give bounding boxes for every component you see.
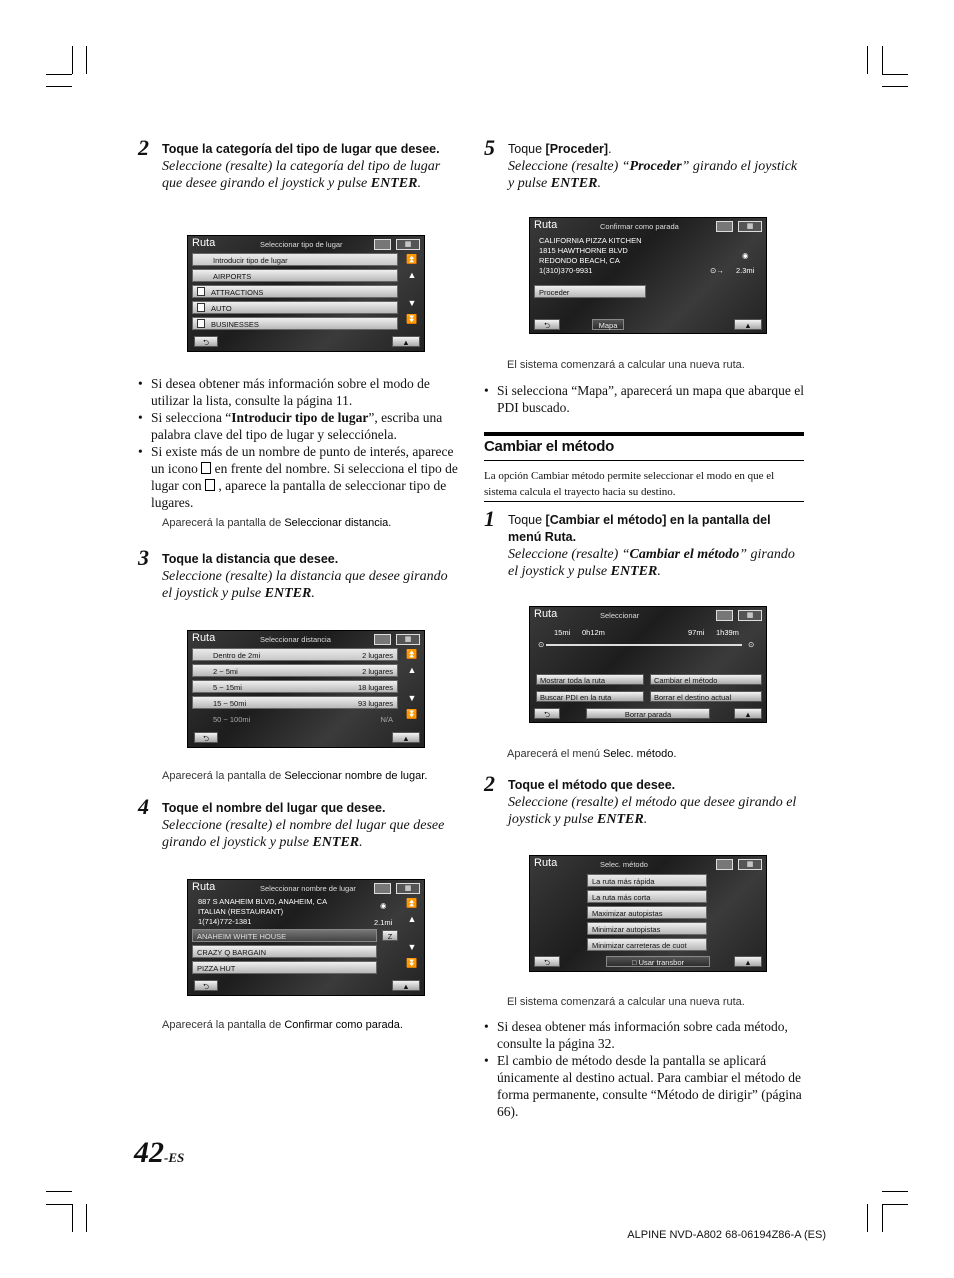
compass-icon: ◉ xyxy=(380,901,387,910)
back-button[interactable]: ⮌ xyxy=(194,732,218,743)
step-number: 4 xyxy=(138,794,149,819)
caption: Aparecerá la pantalla de Seleccionar distancia. xyxy=(162,517,392,529)
bullet-item: • Si desea obtener más información sobre cada método, consulte la página 32. xyxy=(484,1018,806,1052)
page-up-icon[interactable]: ⏫ xyxy=(406,254,418,264)
screen-subtitle: Seleccionar nombre de lugar xyxy=(260,884,356,893)
step-1-right xyxy=(484,506,806,580)
crop-mark xyxy=(882,74,908,75)
step-5-right xyxy=(484,135,806,192)
back-button[interactable]: ⮌ xyxy=(534,319,560,330)
list-item[interactable]: ATTRACTIONS xyxy=(192,285,398,298)
screen-title: Ruta xyxy=(534,608,558,620)
up-arrow-icon[interactable]: ▲ xyxy=(407,914,417,924)
method-option[interactable]: La ruta más corta xyxy=(587,890,707,903)
list-item[interactable]: PIZZA HUT xyxy=(192,961,377,974)
page-number: 42-ES xyxy=(134,1136,185,1169)
list-item[interactable]: BUSINESSES xyxy=(192,317,398,330)
crop-mark xyxy=(882,1204,908,1205)
list-item: 50 ~ 100mi N/A xyxy=(213,715,393,724)
screen-select-place-type xyxy=(187,235,425,352)
step-description: Seleccione (resalte) la distancia que desee girando el joystick y pulse ENTER. xyxy=(162,569,448,601)
method-option[interactable]: Maximizar autopistas xyxy=(587,906,707,919)
crop-mark xyxy=(882,46,883,74)
footer-text: ALPINE NVD-A802 68-06194Z86-A (ES) xyxy=(627,1229,826,1241)
step-description: Seleccione (resalte) la categoría del tipo de lugar que desee girando el joystick y pulse ENTER. xyxy=(162,159,441,191)
up-button[interactable]: ▲ xyxy=(392,980,420,991)
crop-mark xyxy=(882,1204,883,1232)
step-description: Seleccione (resalte) “Cambiar el método” girando el joystick y pulse ENTER. xyxy=(508,547,795,579)
up-button[interactable]: ▲ xyxy=(734,708,762,719)
end-marker-icon: ⊙ xyxy=(748,640,755,649)
use-ferry-toggle[interactable]: □ Usar transbor xyxy=(606,956,710,967)
list-item[interactable]: Introducir tipo de lugar xyxy=(192,253,398,266)
method-option[interactable]: Minimizar autopistas xyxy=(587,922,707,935)
crop-mark xyxy=(882,86,908,87)
screen-title: Ruta xyxy=(192,632,216,644)
grid-icon[interactable]: ▦ xyxy=(396,634,420,645)
scroll-controls[interactable] xyxy=(405,646,419,722)
screen-title: Ruta xyxy=(192,237,216,249)
bullet-item: • El cambio de método desde la pantalla se aplicará únicamente al destino actual. Para cambiar el método de forma permanente, consulte “Método de dirigir” (página 66). xyxy=(484,1052,806,1120)
up-arrow-icon[interactable]: ▲ xyxy=(407,665,417,675)
step-number: 3 xyxy=(138,545,149,570)
screen-select-place-name xyxy=(187,879,425,996)
grid-icon[interactable]: ▦ xyxy=(738,859,762,870)
place-info: CALIFORNIA PIZZA KITCHEN 1815 HAWTHORNE BLVD REDONDO BEACH, CA 1(310)370-9931 xyxy=(539,236,642,275)
screen-subtitle: Seleccionar tipo de lugar xyxy=(260,240,343,249)
crop-mark xyxy=(867,1204,868,1232)
up-button[interactable]: ▲ xyxy=(392,336,420,347)
method-option[interactable]: Minimizar carreteras de cuot xyxy=(587,938,707,951)
step-3-left xyxy=(138,545,458,602)
step-description: Seleccione (resalte) el método que desee girando el joystick y pulse ENTER. xyxy=(508,795,797,827)
caption: Aparecerá el menú Selec. método. xyxy=(507,748,677,760)
step-title: Toque [Cambiar el método] en la pantalla del menú Ruta. xyxy=(508,513,771,544)
screen-subtitle: Seleccionar distancia xyxy=(260,635,331,644)
section-intro: La opción Cambiar método permite seleccionar el modo en que el sistema calcula el trayecto hacia su destino. xyxy=(484,470,775,498)
start-marker-icon: ⊙ xyxy=(538,640,545,649)
step-2-left xyxy=(138,135,458,192)
screen-select-method xyxy=(529,855,767,972)
step-number: 5 xyxy=(484,135,495,160)
show-route-button[interactable]: Mostrar toda la ruta xyxy=(536,674,644,685)
list-icon[interactable] xyxy=(716,610,733,621)
search-poi-button[interactable]: Buscar PDI en la ruta xyxy=(536,691,644,702)
list-icon[interactable] xyxy=(374,634,391,645)
step-title: Toque [Proceder]. xyxy=(508,142,612,156)
grid-icon[interactable]: ▦ xyxy=(396,883,420,894)
step-title: Toque el método que desee. xyxy=(508,778,676,792)
file-icon xyxy=(197,287,205,296)
screen-route-menu xyxy=(529,606,767,723)
down-arrow-icon[interactable]: ▼ xyxy=(407,942,417,952)
list-item[interactable]: ANAHEIM WHITE HOUSE xyxy=(192,929,377,942)
place-info: 887 S ANAHEIM BLVD, ANAHEIM, CA ITALIAN (RESTAURANT) 1(714)772-1381 xyxy=(198,897,328,926)
crop-mark xyxy=(72,1204,73,1232)
file-icon xyxy=(197,319,205,328)
bullet-list xyxy=(138,375,460,511)
bullet-item: • Si existe más de un nombre de punto de interés, aparece un icono en frente del nombre. Si selecciona el tipo de lugar con , aparece la pantalla de seleccionar tipo de lugares. xyxy=(138,443,460,511)
caption: Aparecerá la pantalla de Confirmar como parada. xyxy=(162,1019,403,1031)
step-number: 2 xyxy=(138,135,149,160)
time-2: 1h39m xyxy=(716,628,739,637)
map-button[interactable]: Mapa xyxy=(592,319,624,330)
page-down-icon[interactable]: ⏬ xyxy=(406,958,418,968)
grid-icon[interactable]: ▦ xyxy=(738,610,762,621)
crop-mark xyxy=(867,46,868,74)
file-icon xyxy=(197,303,205,312)
crop-mark xyxy=(46,1204,72,1205)
list-icon[interactable] xyxy=(374,239,391,250)
screen-subtitle: Confirmar como parada xyxy=(600,222,679,231)
scroll-controls[interactable] xyxy=(405,895,419,971)
crop-mark xyxy=(86,46,87,74)
crop-mark xyxy=(72,46,73,74)
method-option[interactable]: La ruta más rápida xyxy=(587,874,707,887)
up-button[interactable]: ▲ xyxy=(734,956,762,967)
list-item[interactable]: AIRPORTS xyxy=(192,269,398,282)
distance: 2.3mi xyxy=(736,266,755,275)
page-down-icon[interactable]: ⏬ xyxy=(406,709,418,719)
proceder-button[interactable]: Proceder xyxy=(534,285,646,298)
screen-subtitle: Seleccionar xyxy=(600,611,640,620)
checkbox-icon: □ xyxy=(631,958,639,967)
list-icon[interactable] xyxy=(716,859,733,870)
step-title: Toque la distancia que desee. xyxy=(162,552,339,566)
crop-mark xyxy=(46,1191,72,1192)
list-item[interactable]: AUTO xyxy=(192,301,398,314)
bullet-item: • Si selecciona “Introducir tipo de lugar”, escriba una palabra clave del tipo de lugar y selecciónela. xyxy=(138,409,460,443)
section-rule xyxy=(484,432,804,436)
back-button[interactable]: ⮌ xyxy=(194,336,218,347)
bullet-item: • Si selecciona “Mapa”, aparecerá un mapa que abarque el PDI buscado. xyxy=(484,382,806,416)
distance: 2.1mi xyxy=(374,918,393,927)
time-1: 0h12m xyxy=(582,628,605,637)
list-item[interactable]: CRAZY Q BARGAIN xyxy=(192,945,377,958)
step-title: Toque el nombre del lugar que desee. xyxy=(162,801,386,815)
step-2-right xyxy=(484,771,806,828)
screen-confirm-stop xyxy=(529,217,767,334)
caption: El sistema comenzará a calcular una nueva ruta. xyxy=(507,359,745,371)
step-4-left xyxy=(138,794,458,851)
distance-1: 15mi xyxy=(554,628,571,637)
direction-icon: ⊙→ xyxy=(710,266,724,275)
section-rule xyxy=(484,501,804,502)
step-number: 2 xyxy=(484,771,495,796)
grid-icon[interactable]: ▦ xyxy=(738,221,762,232)
zagat-icon: Z xyxy=(382,930,398,941)
file-icon xyxy=(201,462,211,474)
down-arrow-icon[interactable]: ▼ xyxy=(407,693,417,703)
list-icon[interactable] xyxy=(716,221,733,232)
file-icon xyxy=(205,479,215,491)
list-item[interactable]: 5 ~ 15mi 18 lugares xyxy=(192,680,398,693)
step-description: Seleccione (resalte) “Proceder” girando el joystick y pulse ENTER. xyxy=(508,159,798,191)
section-title: Cambiar el método xyxy=(484,438,614,455)
step-number: 1 xyxy=(484,506,495,531)
back-button[interactable]: ⮌ xyxy=(534,956,560,967)
crop-mark xyxy=(86,1204,87,1232)
distance-2: 97mi xyxy=(688,628,705,637)
screen-title: Ruta xyxy=(192,881,216,893)
crop-mark xyxy=(46,86,72,87)
page-up-icon[interactable]: ⏫ xyxy=(406,649,418,659)
page-up-icon[interactable]: ⏫ xyxy=(406,898,418,908)
bullet-item: • Si desea obtener más información sobre el modo de utilizar la lista, consulte la página 11. xyxy=(138,375,460,409)
step-title: Toque la categoría del tipo de lugar que desee. xyxy=(162,142,440,156)
list-item[interactable]: 15 ~ 50mi 93 lugares xyxy=(192,696,398,709)
step-description: Seleccione (resalte) el nombre del lugar que desee girando el joystick y pulse ENTER. xyxy=(162,818,445,850)
up-button[interactable]: ▲ xyxy=(392,732,420,743)
back-button[interactable]: ⮌ xyxy=(194,980,218,991)
screen-title: Ruta xyxy=(534,219,558,231)
list-icon[interactable] xyxy=(374,883,391,894)
bullet-list xyxy=(484,1018,806,1120)
down-arrow-icon[interactable]: ▼ xyxy=(407,298,417,308)
delete-destination-button[interactable]: Borrar el destino actual xyxy=(650,691,762,702)
grid-icon[interactable]: ▦ xyxy=(396,239,420,250)
crop-mark xyxy=(882,1191,908,1192)
up-arrow-icon[interactable]: ▲ xyxy=(407,270,417,280)
compass-icon: ◉ xyxy=(742,251,749,260)
back-button[interactable]: ⮌ xyxy=(534,708,560,719)
bullet-list xyxy=(484,382,806,416)
caption: El sistema comenzará a calcular una nueva ruta. xyxy=(507,996,745,1008)
crop-mark xyxy=(46,74,72,75)
list-item[interactable]: 2 ~ 5mi 2 lugares xyxy=(192,664,398,677)
section-rule xyxy=(484,460,804,461)
caption: Aparecerá la pantalla de Seleccionar nombre de lugar. xyxy=(162,770,428,782)
screen-subtitle: Selec. método xyxy=(600,860,648,869)
list-item[interactable]: Dentro de 2mi 2 lugares xyxy=(192,648,398,661)
change-method-button[interactable]: Cambiar el método xyxy=(650,674,762,685)
screen-select-distance xyxy=(187,630,425,748)
screen-title: Ruta xyxy=(534,857,558,869)
delete-stop-button[interactable]: Borrar parada xyxy=(586,708,710,719)
route-progress-bar xyxy=(546,644,742,646)
scroll-controls[interactable] xyxy=(405,251,419,327)
page-down-icon[interactable]: ⏬ xyxy=(406,314,418,324)
up-button[interactable]: ▲ xyxy=(734,319,762,330)
